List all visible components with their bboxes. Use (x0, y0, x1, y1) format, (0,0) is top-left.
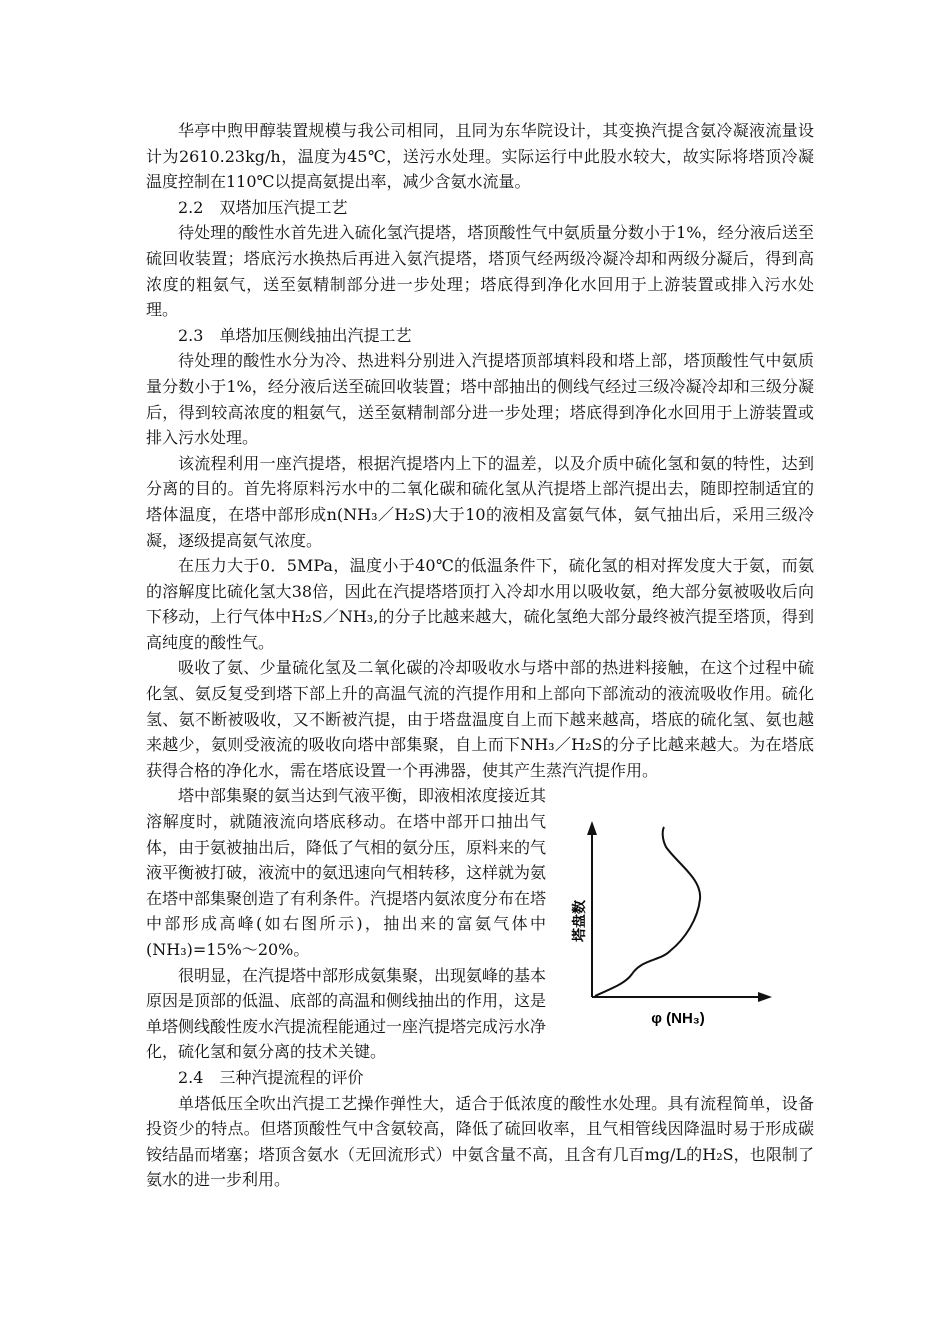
section-heading-2-3: 2.3 单塔加压侧线抽出汽提工艺 (178, 325, 412, 345)
paragraph: 待处理的酸性水首先进入硫化氢汽提塔，塔顶酸性气中氨质量分数小于1%，经分液后送至硫回收装置；塔底污水换热后再进入氨汽提塔，塔顶气经两级冷凝冷却和两级分凝后，得到高浓度的粗氨气，送至氨精制部分进一步处理；塔底得到净化水回用于上游装置或排入污水处理。 (146, 223, 814, 320)
article-body (146, 118, 814, 1193)
ammonia-concentration-curve (595, 827, 700, 996)
paragraph: 华亭中煦甲醇装置规模与我公司相同，且同为东华院设计，其变换汽提含氨冷凝液流量设计为2610.23kg/h，温度为45℃，送污水处理。实际运行中此股水较大，故实际将塔顶冷凝温度控制在110℃以提高氨提出率，减少含氨水流量。 (146, 121, 814, 192)
section-heading-2-2: 2.2 双塔加压汽提工艺 (178, 197, 348, 217)
section-heading-2-4: 2.4 三种汽提流程的评价 (178, 1067, 364, 1087)
paragraph: 待处理的酸性水分为冷、热进料分别进入汽提塔顶部填料段和塔上部，塔顶酸性气中氨质量分数小于1%，经分液后送至硫回收装置；塔中部抽出的侧线气经过三级冷凝冷却和三级分凝后，得到较高浓度的粗氨气，送至氨精制部分进一步处理；塔底得到净化水回用于上游装置或排入污水处理。 (146, 351, 814, 448)
x-axis-arrow (758, 992, 772, 1002)
y-axis-arrow (587, 821, 597, 835)
paragraph: 吸收了氨、少量硫化氢及二氧化碳的冷却吸收水与塔中部的热进料接触，在这个过程中硫化氢、氨反复受到塔下部上升的高温气流的汽提作用和上部向下部流动的液流吸收作用。硫化氢、氨不断被吸收，又不断被汽提，由于塔盘温度自上而下越来越高，塔底的硫化氢、氨也越来越少，氨则受液流的吸收向塔中部集聚，自上而下NH₃／H₂S的分子比越来越大。为在塔底获得合格的净化水，需在塔底设置一个再沸器，使其产生蒸汽汽提作用。 (146, 658, 814, 780)
paragraph: 该流程利用一座汽提塔，根据汽提塔内上下的温差，以及介质中硫化氢和氨的特性，达到分离的目的。首先将原料污水中的二氧化碳和硫化氢从汽提塔上部汽提出去，随即控制适宜的塔体温度，在塔中部形成n(NH₃／H₂S)大于10的液相及富氨气体，氨气抽出后，采用三级冷凝，逐级提高氨气浓度。 (146, 453, 814, 550)
ammonia-distribution-figure (570, 809, 822, 1049)
paragraph: 塔中部集聚的氨当达到气液平衡，即液相浓度接近其溶解度时，就随液流向塔底移动。在塔中部开口抽出气体，由于氨被抽出后，降低了气相的氨分压，原料来的气液平衡被打破，液流中的氨迅速向气相转移，这样就为氨在塔中部集聚创造了有利条件。汽提塔内氨浓度分布在塔中部形成高峰(如右图所示)，抽出来的富氨气体中(NH₃)=15%～20%。 (146, 786, 547, 959)
ammonia-distribution-plot (570, 809, 822, 1049)
y-axis-label: 塔盘数 (571, 900, 587, 943)
paragraph: 在压力大于0．5MPa，温度小于40℃的低温条件下，硫化氢的相对挥发度大于氨，而氨的溶解度比硫化氢大38倍，因此在汽提塔塔顶打入冷却水用以吸收氨，绝大部分氨被吸收后向下移动，上行气体中H₂S／NH₃,的分子比越来越大，硫化氢绝大部分最终被汽提至塔顶，得到高纯度的酸性气。 (146, 556, 814, 652)
paragraph: 很明显，在汽提塔中部形成氨集聚，出现氨峰的基本原因是顶部的低温、底部的高温和侧线抽出的作用，这是单塔侧线酸性废水汽提流程能通过一座汽提塔完成污水净化，硫化氢和氨分离的技术关键。 (146, 965, 547, 1062)
x-axis-label: φ (NH₃) (651, 1010, 705, 1028)
figure-text-block (146, 783, 814, 1065)
paragraph: 单塔低压全吹出汽提工艺操作弹性大，适合于低浓度的酸性水处理。具有流程简单，设备投资少的特点。但塔顶酸性气中含氨较高，降低了硫回收率，且气相管线因降温时易于形成碳铵结晶而堵塞；塔顶含氨水（无回流形式）中氨含量不高，且含有几百mg/L的H₂S，也限制了氨水的进一步利用。 (146, 1093, 814, 1190)
